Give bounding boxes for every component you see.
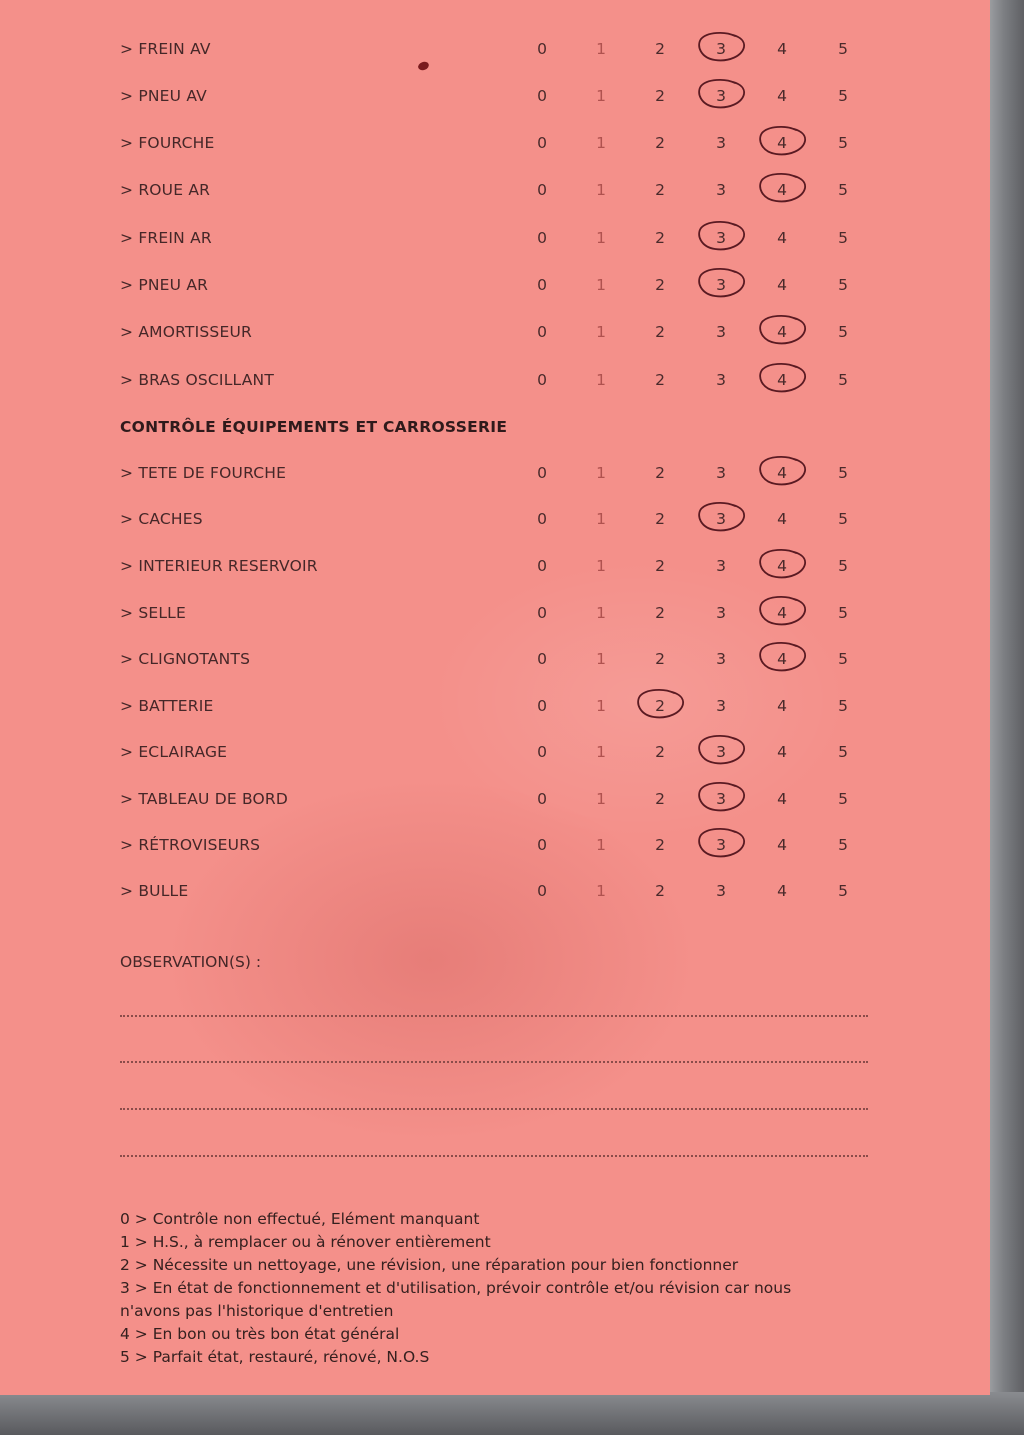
rating-option-2[interactable]: 2	[655, 464, 665, 482]
rating-option-0[interactable]: 0	[537, 697, 547, 715]
rating-option-4[interactable]: 4	[777, 510, 787, 528]
rating-option-3[interactable]: 3	[716, 371, 726, 389]
legend-line: 4 > En bon ou très bon état général	[120, 1325, 400, 1343]
legend-line: 3 > En état de fonctionnement et d'utilisation, prévoir contrôle et/ou révision car nous	[120, 1279, 792, 1297]
rating-option-2[interactable]: 2	[655, 87, 665, 105]
rating-option-3[interactable]: 3	[716, 790, 726, 808]
rating-option-1[interactable]: 1	[596, 323, 606, 341]
rating-option-3[interactable]: 3	[716, 697, 726, 715]
rating-option-4[interactable]: 4	[777, 697, 787, 715]
rating-option-5[interactable]: 5	[838, 40, 848, 58]
rating-option-0[interactable]: 0	[537, 604, 547, 622]
checklist-row	[0, 790, 990, 814]
rating-option-2[interactable]: 2	[655, 134, 665, 152]
plastic-sleeve-bottom	[0, 1392, 1024, 1435]
rating-option-5[interactable]: 5	[838, 323, 848, 341]
rating-option-1[interactable]: 1	[596, 790, 606, 808]
rating-option-4[interactable]: 4	[777, 743, 787, 761]
rating-option-0[interactable]: 0	[537, 229, 547, 247]
rating-option-5[interactable]: 5	[838, 181, 848, 199]
rating-option-0[interactable]: 0	[537, 882, 547, 900]
item-label: > INTERIEUR RESERVOIR	[120, 557, 318, 575]
rating-option-1[interactable]: 1	[596, 134, 606, 152]
rating-option-4[interactable]: 4	[777, 371, 787, 389]
checklist-row	[0, 650, 990, 674]
rating-option-5[interactable]: 5	[838, 836, 848, 854]
rating-option-1[interactable]: 1	[596, 557, 606, 575]
rating-option-0[interactable]: 0	[537, 323, 547, 341]
rating-option-2[interactable]: 2	[655, 181, 665, 199]
rating-option-0[interactable]: 0	[537, 836, 547, 854]
rating-option-0[interactable]: 0	[537, 790, 547, 808]
rating-option-4[interactable]: 4	[777, 604, 787, 622]
rating-option-5[interactable]: 5	[838, 510, 848, 528]
rating-option-3[interactable]: 3	[716, 836, 726, 854]
rating-option-5[interactable]: 5	[838, 276, 848, 294]
rating-option-1[interactable]: 1	[596, 697, 606, 715]
rating-option-1[interactable]: 1	[596, 882, 606, 900]
rating-option-1[interactable]: 1	[596, 87, 606, 105]
rating-option-3[interactable]: 3	[716, 604, 726, 622]
rating-option-2[interactable]: 2	[655, 743, 665, 761]
rating-option-3[interactable]: 3	[716, 229, 726, 247]
observation-line[interactable]	[120, 1108, 868, 1110]
checklist-row	[0, 557, 990, 581]
rating-option-2[interactable]: 2	[655, 604, 665, 622]
item-label: > PNEU AR	[120, 276, 209, 294]
rating-option-1[interactable]: 1	[596, 276, 606, 294]
item-label: > FOURCHE	[120, 134, 215, 152]
rating-option-0[interactable]: 0	[537, 510, 547, 528]
rating-option-1[interactable]: 1	[596, 40, 606, 58]
rating-option-5[interactable]: 5	[838, 87, 848, 105]
rating-option-3[interactable]: 3	[716, 510, 726, 528]
item-label: > TABLEAU DE BORD	[120, 790, 289, 808]
rating-option-0[interactable]: 0	[537, 371, 547, 389]
item-label: > AMORTISSEUR	[120, 323, 252, 341]
rating-option-3[interactable]: 3	[716, 134, 726, 152]
item-label: > PNEU AV	[120, 87, 207, 105]
rating-option-0[interactable]: 0	[537, 464, 547, 482]
checklist-row	[0, 604, 990, 628]
checklist-row	[0, 743, 990, 767]
rating-option-2[interactable]: 2	[655, 790, 665, 808]
legend-line: n'avons pas l'historique d'entretien	[120, 1302, 394, 1320]
rating-option-2[interactable]: 2	[655, 323, 665, 341]
rating-option-1[interactable]: 1	[596, 743, 606, 761]
rating-option-1[interactable]: 1	[596, 229, 606, 247]
rating-option-0[interactable]: 0	[537, 40, 547, 58]
rating-option-1[interactable]: 1	[596, 836, 606, 854]
rating-option-0[interactable]: 0	[537, 276, 547, 294]
rating-option-2[interactable]: 2	[655, 650, 665, 668]
rating-option-5[interactable]: 5	[838, 134, 848, 152]
rating-option-0[interactable]: 0	[537, 181, 547, 199]
observation-line[interactable]	[120, 1015, 868, 1017]
rating-option-4[interactable]: 4	[777, 790, 787, 808]
rating-option-1[interactable]: 1	[596, 650, 606, 668]
item-label: > BULLE	[120, 882, 189, 900]
legend-line: 1 > H.S., à remplacer ou à rénover entièrement	[120, 1233, 491, 1251]
rating-option-2[interactable]: 2	[655, 697, 665, 715]
item-label: > ECLAIRAGE	[120, 743, 228, 761]
rating-option-5[interactable]: 5	[838, 697, 848, 715]
checklist-row	[0, 323, 990, 347]
rating-option-1[interactable]: 1	[596, 181, 606, 199]
rating-option-5[interactable]: 5	[838, 557, 848, 575]
item-label: > FREIN AV	[120, 40, 211, 58]
checklist-row	[0, 464, 990, 488]
rating-option-3[interactable]: 3	[716, 557, 726, 575]
rating-option-2[interactable]: 2	[655, 229, 665, 247]
rating-option-3[interactable]: 3	[716, 40, 726, 58]
rating-option-1[interactable]: 1	[596, 604, 606, 622]
rating-option-3[interactable]: 3	[716, 650, 726, 668]
rating-option-2[interactable]: 2	[655, 836, 665, 854]
rating-option-5[interactable]: 5	[838, 743, 848, 761]
rating-option-0[interactable]: 0	[537, 557, 547, 575]
item-label: > CACHES	[120, 510, 203, 528]
checklist-row	[0, 276, 990, 300]
item-label: > CLIGNOTANTS	[120, 650, 251, 668]
rating-option-4[interactable]: 4	[777, 181, 787, 199]
checklist-row	[0, 836, 990, 860]
rating-option-3[interactable]: 3	[716, 882, 726, 900]
observation-line[interactable]	[120, 1061, 868, 1063]
rating-option-4[interactable]: 4	[777, 557, 787, 575]
rating-option-0[interactable]: 0	[537, 87, 547, 105]
rating-option-2[interactable]: 2	[655, 882, 665, 900]
checklist-row	[0, 697, 990, 721]
rating-option-1[interactable]: 1	[596, 510, 606, 528]
checklist-row	[0, 371, 990, 395]
checklist-row	[0, 40, 990, 64]
rating-option-5[interactable]: 5	[838, 371, 848, 389]
rating-option-3[interactable]: 3	[716, 743, 726, 761]
checklist-row	[0, 510, 990, 534]
item-label: > SELLE	[120, 604, 187, 622]
item-label: > RÉTROVISEURS	[120, 836, 261, 854]
rating-option-0[interactable]: 0	[537, 134, 547, 152]
rating-option-2[interactable]: 2	[655, 510, 665, 528]
rating-option-0[interactable]: 0	[537, 650, 547, 668]
rating-option-2[interactable]: 2	[655, 371, 665, 389]
rating-option-3[interactable]: 3	[716, 323, 726, 341]
rating-option-4[interactable]: 4	[777, 276, 787, 294]
checklist-row	[0, 87, 990, 111]
checklist-row	[0, 181, 990, 205]
rating-option-5[interactable]: 5	[838, 882, 848, 900]
legend-line: 5 > Parfait état, restauré, rénové, N.O.S	[120, 1348, 430, 1366]
rating-option-5[interactable]: 5	[838, 464, 848, 482]
observations-label: OBSERVATION(S) :	[120, 953, 262, 971]
item-label: > TETE DE FOURCHE	[120, 464, 287, 482]
rating-option-2[interactable]: 2	[655, 40, 665, 58]
plastic-sleeve-edge	[990, 0, 1024, 1435]
checklist-row	[0, 882, 990, 906]
item-label: > FREIN AR	[120, 229, 212, 247]
observation-line[interactable]	[120, 1155, 868, 1157]
rating-option-4[interactable]: 4	[777, 464, 787, 482]
rating-option-4[interactable]: 4	[777, 882, 787, 900]
rating-option-3[interactable]: 3	[716, 181, 726, 199]
item-label: > ROUE AR	[120, 181, 211, 199]
rating-option-4[interactable]: 4	[777, 650, 787, 668]
rating-option-2[interactable]: 2	[655, 276, 665, 294]
rating-option-4[interactable]: 4	[777, 229, 787, 247]
rating-option-5[interactable]: 5	[838, 650, 848, 668]
rating-option-0[interactable]: 0	[537, 743, 547, 761]
rating-option-4[interactable]: 4	[777, 40, 787, 58]
checklist-row	[0, 134, 990, 158]
rating-option-5[interactable]: 5	[838, 229, 848, 247]
rating-option-4[interactable]: 4	[777, 323, 787, 341]
rating-option-1[interactable]: 1	[596, 464, 606, 482]
rating-option-2[interactable]: 2	[655, 557, 665, 575]
rating-legend	[120, 1208, 880, 1369]
rating-option-5[interactable]: 5	[838, 604, 848, 622]
checklist-row	[0, 229, 990, 253]
section-heading-equipment: CONTRÔLE ÉQUIPEMENTS ET CARROSSERIE	[120, 418, 508, 436]
rating-option-3[interactable]: 3	[716, 464, 726, 482]
rating-option-4[interactable]: 4	[777, 836, 787, 854]
rating-option-3[interactable]: 3	[716, 87, 726, 105]
rating-option-4[interactable]: 4	[777, 134, 787, 152]
rating-option-1[interactable]: 1	[596, 371, 606, 389]
rating-option-4[interactable]: 4	[777, 87, 787, 105]
rating-option-5[interactable]: 5	[838, 790, 848, 808]
rating-option-3[interactable]: 3	[716, 276, 726, 294]
item-label: > BRAS OSCILLANT	[120, 371, 274, 389]
item-label: > BATTERIE	[120, 697, 214, 715]
legend-line: 2 > Nécessite un nettoyage, une révision, une réparation pour bien fonctionner	[120, 1256, 739, 1274]
legend-line: 0 > Contrôle non effectué, Elément manquant	[120, 1210, 480, 1228]
